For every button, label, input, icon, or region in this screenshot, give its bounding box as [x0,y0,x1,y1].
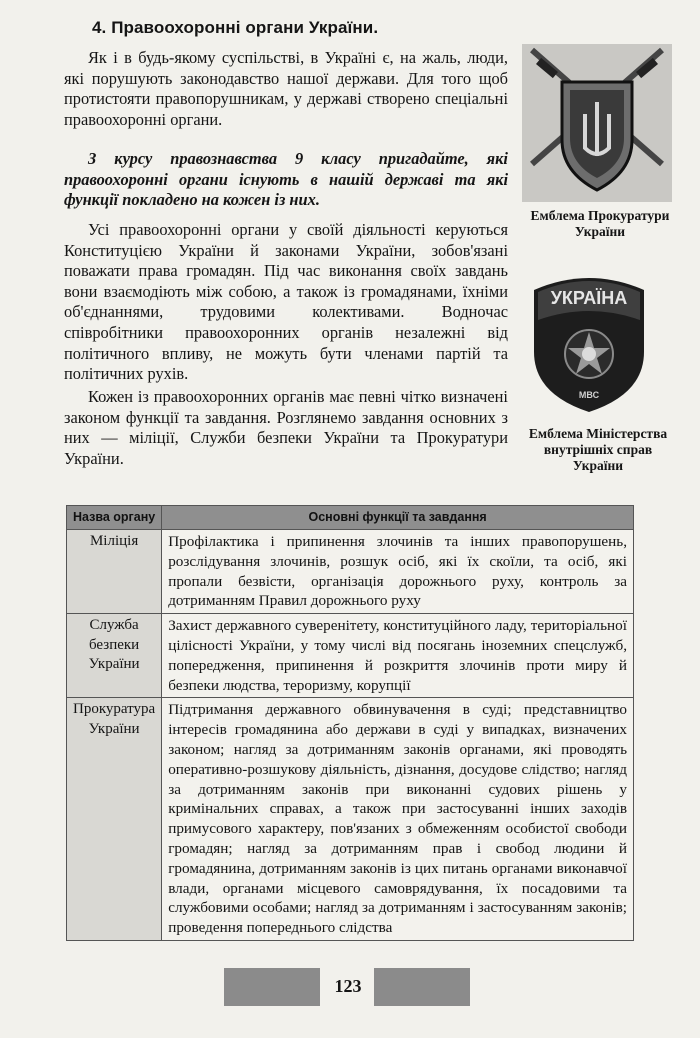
police-patch-top-text: УКРАЇНА [550,288,628,308]
row-organ-name: Міліція [67,530,162,614]
police-emblem-caption: Емблема Міністерства внутрішніх справ України [528,426,668,473]
prosecutor-emblem-image [522,44,672,202]
police-emblem-image [530,270,648,414]
paragraph-intro [64,48,508,130]
paragraph-principles [64,220,508,385]
row-organ-functions: Підтримання державного обвинувачення в суді; представництво інтересів громадянина або держави в суді у випадках, визначених законом; нагляд за дотриманням законів органами, які проводять оперативно-розшукову діяльність, дізнання, досудове слідство; нагляд за дотриманням законів при виконанні судових рішень у кримінальних справах, а також при застосуванні інших заходів примусового характеру, пов'язаних з обмеженням особистої свободи громадян; нагляд за дотриманням прав і свобод людини й громадянина, дотриманням законів із цих питань органами виконавчої влади, органами місцевого самоврядування, їх посадовими та службовими особами; нагляд за дотриманням і застосуванням законів; проведення попереднього слідства [162,698,634,941]
footer-decor-right [374,968,470,1006]
functions-table [66,505,634,941]
column-header-name: Назва органу [67,506,162,530]
table-row [67,530,634,614]
paragraph-functions [64,387,508,469]
row-organ-name: Служба безпеки України [67,614,162,698]
column-header-functions: Основні функції та завдання [162,506,634,530]
paragraph-text: З курсу правознавства 9 класу пригадайте, які правоохоронні органи існують в нашій державі та які функції покладено на кожен із них. [64,149,508,210]
paragraph-text: Кожен із правоохоронних органів має певні чітко визначені законом функції та завдання. Розглянемо завдання основних з них — міліції, Служби безпеки України та Прокуратури України. [64,387,508,468]
paragraph-text: Як і в будь-якому суспільстві, в Україні є, на жаль, люди, які порушують законодавство нашої держави. Для того щоб протистояти правопорушникам, у державі створено спеціальні правоохоронні органи. [64,48,508,129]
page-number: 123 [334,976,362,996]
police-patch-bottom-text: МВС [578,390,600,400]
paragraph-text: Усі правоохоронні органи у своїй діяльності керуються Конституцією України й законами України, зобов'язані поважати права громадян. Під час виконання своїх завдань вони взаємодіють між собою, а також із громадянами, їхніми об'єднаннями, трудовими колективами. Водночас співробітники правоохоронних органів незалежні від політичного впливу, не можуть бути членами партій та політичних рухів. [64,220,508,384]
row-organ-functions: Профілактика і припинення злочинів та інших правопорушень, розслідування злочинів, розшук осіб, які їх скоїли, та осіб, які пропали безвісти, організація дорожнього руху, контроль за дотриманням Правил дорожнього руху [162,530,634,614]
paragraph-task [64,149,508,211]
table-row [67,698,634,941]
row-organ-functions: Захист державного суверенітету, конституційного ладу, територіальної цілісності України, у тому числі від посягань іноземних спецслужб, попередження, припинення й розкриття злочинів проти миру й безпеки людства, тероризму, корупції [162,614,634,698]
section-heading: 4. Правоохоронні органи України. [92,18,379,37]
prosecutor-emblem-caption: Емблема Прокуратури України [530,208,670,239]
row-organ-name: Прокуратура України [67,698,162,941]
table-row [67,614,634,698]
table-header-row [67,506,634,530]
footer-decor-left [224,968,320,1006]
